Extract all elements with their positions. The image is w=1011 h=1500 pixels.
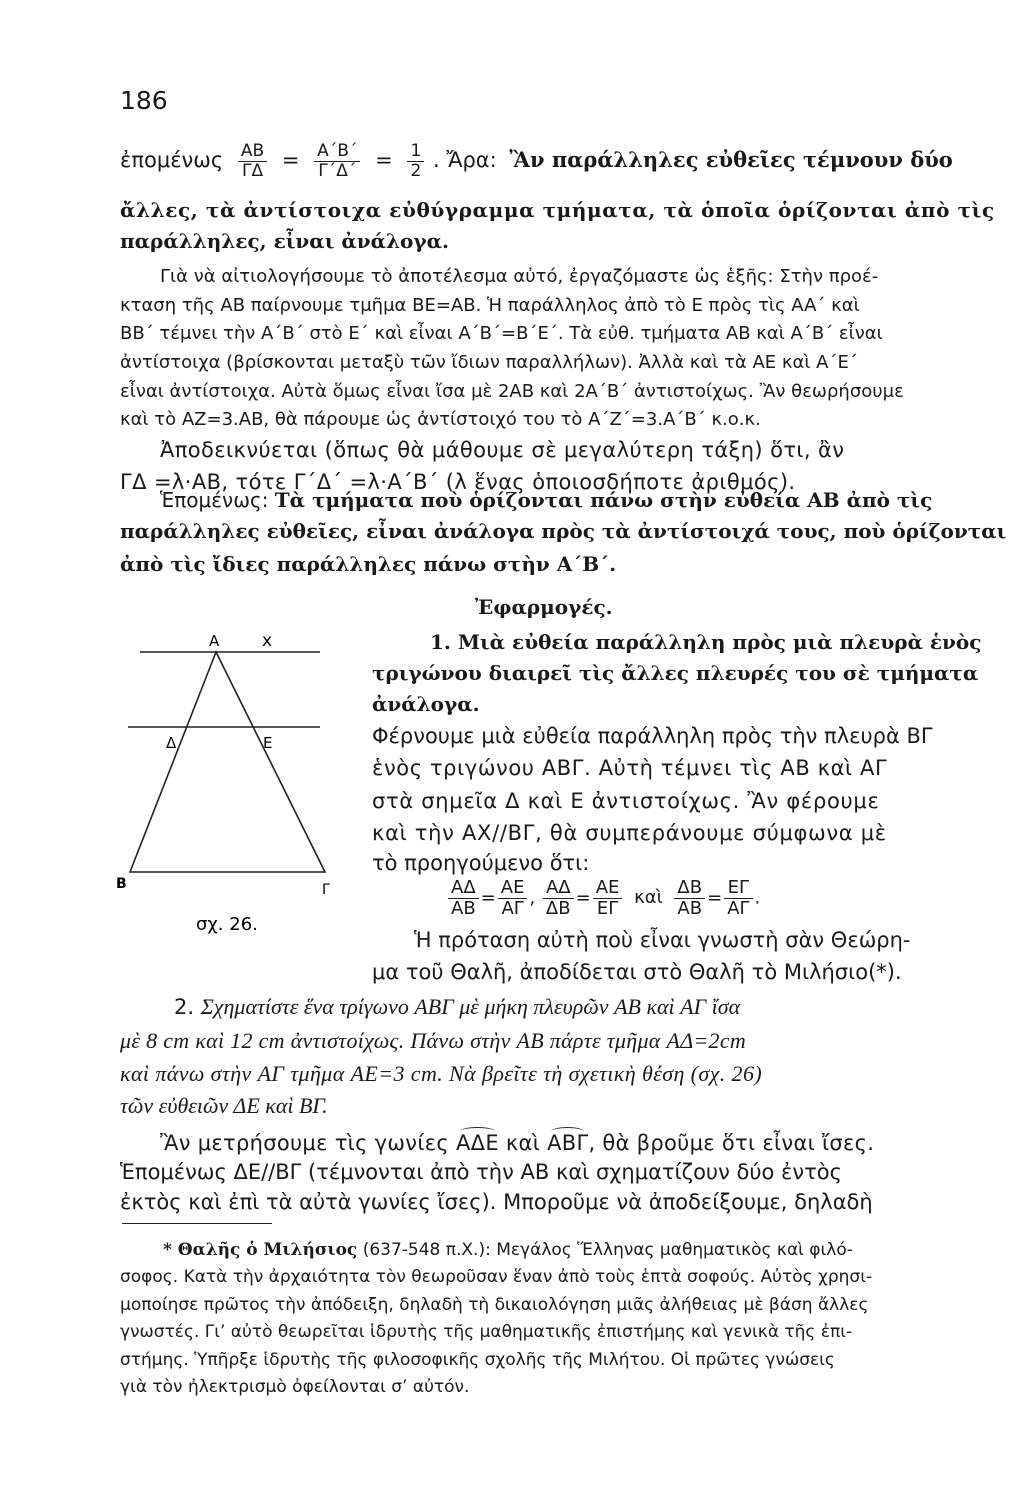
text-line: κταση τῆς AB παίρνουμε τμῆμα BE=AB. Ἡ παράλληλος ἀπὸ τὸ E πρὸς τὶς AA΄ καὶ: [120, 295, 860, 316]
fraction-numerator: A΄B΄: [314, 142, 360, 162]
fraction: [238, 142, 267, 180]
bold-statement: ἀπὸ τὶς ἴδιες παράλληλες πάνω στὴν A΄B΄.: [120, 552, 617, 576]
page-number: 186: [120, 86, 168, 115]
conjunction: καὶ: [634, 887, 663, 909]
triangle-abg: [130, 652, 325, 872]
thales-equation: [446, 878, 760, 919]
label-b: B: [116, 876, 127, 892]
bold-statement: παράλληλες εὐθεῖες, εἶναι ἀνάλογα πρὸς τὰ ἀντίστοιχά τους, ποὺ ὁρίζονται: [120, 519, 1007, 543]
text-line: εἶναι ἀντίστοιχα. Αὐτὰ ὅμως εἶναι ἴσα μὲ 2AB καὶ 2A΄B΄ ἀντιστοίχως. Ἂν θεωρήσουμε: [120, 381, 904, 402]
angle-ade: AΔE: [455, 1131, 499, 1155]
applications-heading: Ἐφαρμογές.: [475, 595, 613, 619]
fraction-denominator: AB: [677, 897, 703, 919]
application-1-title: [430, 630, 981, 654]
fraction: [593, 878, 623, 919]
figure-triangle: [110, 622, 360, 942]
text-line: ἀντίστοιχα (βρίσκονται μεταξὺ τῶν ἴδιων παραλλήλων). Ἀλλὰ καὶ τὰ AE καὶ A΄E΄: [120, 352, 858, 373]
italic-text: μὲ 8 cm καὶ 12 cm ἀντιστοίχως. Πάνω στὴν AB πάρτε τμῆμα AΔ=2cm: [120, 1028, 747, 1053]
italic-text: καὶ πάνω στὴν AΓ τμῆμα AE=3 cm. Νὰ βρεῖτε τὴ σχετικὴ θέση (σχ. 26): [120, 1061, 763, 1086]
bold-statement: Τὰ τμήματα ποὺ ὁρίζονται πάνω στὴν εὐθεία AB ἀπὸ τὶς: [274, 488, 933, 512]
text-segment: Ἂν μετρήσουμε τὶς γωνίες: [160, 1131, 449, 1155]
fraction-denominator: EΓ: [596, 897, 619, 919]
fraction-denominator: ΔB: [545, 897, 571, 919]
intro-word: ἐπομένως: [120, 148, 224, 173]
bold-statement: ἄλλες, τὰ ἀντίστοιχα εὐθύγραμμα τμήματα, τὰ ὁποῖα ὁρίζονται ἀπὸ τὶς: [120, 198, 995, 222]
text-line: BB΄ τέμνει τὴν A΄B΄ στὸ Ε΄ καὶ εἶναι A΄B΄=B΄E΄. Τὰ εὐθ. τμήματα AB καὶ A΄B΄ εἶναι: [120, 323, 883, 344]
bold-statement: Μιὰ εὐθεία παράλληλη πρὸς μιὰ πλευρὰ ἑνὸς: [457, 630, 982, 654]
fraction-numerator: 1: [407, 142, 424, 162]
italic-text: Σχηματίστε ἕνα τρίγωνο ABΓ μὲ μήκη πλευρῶν AB καὶ AΓ ἴσα: [200, 994, 741, 1019]
text-segment: , θὰ βροῦμε ὅτι εἶναι ἴσες.: [588, 1131, 875, 1155]
equals-sign: =: [575, 887, 591, 909]
equals-sign: =: [281, 148, 300, 173]
fraction-numerator: AΔ: [543, 878, 574, 899]
text-line: [160, 1131, 874, 1155]
label-a: A: [209, 632, 220, 650]
period: .: [754, 887, 761, 909]
text-line: καὶ τὸ AZ=3.AB, θὰ πάρουμε ὡς ἀντίστοιχό του τὸ A΄Z΄=3.A΄B΄ κ.ο.κ.: [120, 409, 761, 430]
fraction: [314, 142, 360, 180]
text-segment: καὶ: [505, 1131, 541, 1155]
footnote-line: μοποίησε πρῶτος τὴν ἀπόδειξη, δηλαδὴ τὴ δικαιολόγηση μιᾶς ἀλήθειας μὲ βάση ἄλλες: [120, 1295, 869, 1315]
angle-abg: ABΓ: [547, 1131, 589, 1155]
fraction-numerator: AE: [498, 878, 528, 899]
ara-text: . Ἄρα:: [432, 148, 497, 173]
fraction-numerator: ΔB: [674, 878, 705, 899]
fraction: [407, 142, 424, 180]
label-gamma: Γ: [322, 882, 330, 898]
fraction-numerator: AB: [238, 142, 267, 162]
equals-sign: =: [707, 887, 723, 909]
fraction-denominator: 2: [410, 160, 422, 181]
text-line: Ἀποδεικνύεται (ὅπως θὰ μάθουμε σὲ μεγαλύτερη τάξη) ὅτι, ἂν: [160, 438, 845, 462]
text-line: ἑνὸς τριγώνου ABΓ. Αὐτὴ τέμνει τὶς AB καὶ AΓ: [372, 756, 888, 780]
footnote-line: γιὰ τὸν ἠλεκτρισμὸ ὀφείλονται σ’ αὐτόν.: [120, 1377, 470, 1397]
fraction-numerator: AΔ: [448, 878, 479, 899]
text-line: στὰ σημεῖα Δ καὶ E ἀντιστοίχως. Ἂν φέρουμε: [372, 789, 880, 813]
footnote-line: γνωστές. Γι’ αὐτὸ θεωρεῖται ἱδρυτὴς τῆς μαθηματικῆς ἐπιστήμης καὶ γενικὰ τῆς ἐπι-: [120, 1322, 853, 1342]
application-2-line: [174, 994, 740, 1020]
item-number: 1.: [430, 630, 451, 654]
label-e: E: [263, 734, 273, 752]
text-segment: (637-548 π.X.): Μεγάλος Ἕλληνας μαθηματικὸς καὶ φιλό-: [362, 1240, 853, 1260]
italic-text: τῶν εὐθειῶν ΔE καὶ BΓ.: [120, 1093, 328, 1118]
text-line: ΓΔ =λ·AB, τότε Γ΄Δ΄ =λ·A΄B΄ (λ ἕνας ὁποιοσδήποτε ἀριθμός).: [120, 470, 796, 494]
fraction-numerator: AE: [593, 878, 623, 899]
text-line: ἐκτὸς καὶ ἐπὶ τὰ αὐτὰ γωνίες ἴσες). Μποροῦμε νὰ ἀποδείξουμε, δηλαδὴ: [120, 1190, 873, 1214]
fraction-denominator: AΓ: [501, 897, 524, 919]
footnote-rule: [122, 1223, 272, 1224]
fraction: [724, 878, 752, 919]
fraction-numerator: EΓ: [724, 878, 752, 899]
fraction-denominator: ΓΔ: [241, 160, 264, 181]
figure-caption: σχ. 26.: [196, 914, 258, 935]
fraction: [498, 878, 528, 919]
intro-line: [120, 142, 953, 180]
equals-sign: =: [480, 887, 496, 909]
bold-statement: παράλληλες, εἶναι ἀνάλογα.: [120, 229, 449, 253]
footnote-lead: * Θαλῆς ὁ Μιλήσιος: [163, 1240, 358, 1260]
item-number: 2.: [174, 995, 195, 1019]
fraction: [543, 878, 574, 919]
bold-statement: Ἂν παράλληλες εὐθεῖες τέμνουν δύο: [509, 147, 953, 173]
text-line: τὸ προηγούμενο ὅτι:: [372, 851, 590, 875]
label-x: x: [262, 631, 273, 651]
text-line: Γιὰ νὰ αἰτιολογήσουμε τὸ ἀποτέλεσμα αὐτό, ἐργαζόμαστε ὡς ἑξῆς: Στὴν προέ-: [160, 266, 879, 287]
footnote-line: σοφος. Κατὰ τὴν ἀρχαιότητα τὸν θεωροῦσαν ἕναν ἀπὸ τοὺς ἑπτὰ σοφούς. Αὐτὸς χρησι-: [120, 1267, 873, 1287]
conclusion-line: [160, 488, 932, 512]
footnote-line: [163, 1240, 853, 1260]
text-line: Ἑπομένως ΔE//BΓ (τέμνονται ἀπὸ τὴν AB καὶ σχηματίζουν δύο ἐντὸς: [120, 1160, 842, 1184]
fraction-denominator: Γ΄Δ΄: [318, 160, 357, 181]
fraction: [674, 878, 705, 919]
label-delta: Δ: [166, 734, 177, 752]
text-line: Ἡ πρόταση αὐτὴ ποὺ εἶναι γνωστὴ σὰν Θεώρη-: [414, 928, 911, 952]
equals-sign: =: [375, 148, 393, 173]
fraction: [448, 878, 479, 919]
bold-statement: τριγώνου διαιρεῖ τὶς ἄλλες πλευρές του σὲ τμήματα: [372, 661, 979, 685]
text-line: Φέρνουμε μιὰ εὐθεία παράλληλη πρὸς τὴν πλευρὰ BΓ: [372, 724, 933, 748]
comma: ,: [529, 887, 536, 909]
lead-word: Ἑπομένως:: [160, 488, 269, 512]
footnote-line: στήμης. Ὑπῆρξε ἱδρυτὴς τῆς φιλοσοφικῆς σχολῆς τῆς Μιλήτου. Οἱ πρῶτες γνώσεις: [120, 1350, 835, 1370]
fraction-denominator: AΓ: [727, 897, 750, 919]
text-line: καὶ τὴν AX//BΓ, θὰ συμπεράνουμε σύμφωνα μὲ: [372, 821, 887, 845]
fraction-denominator: AB: [451, 897, 476, 919]
text-line: μα τοῦ Θαλῆ, ἀποδίδεται στὸ Θαλῆ τὸ Μιλήσιο(*).: [372, 960, 902, 984]
bold-statement: ἀνάλογα.: [372, 692, 480, 716]
